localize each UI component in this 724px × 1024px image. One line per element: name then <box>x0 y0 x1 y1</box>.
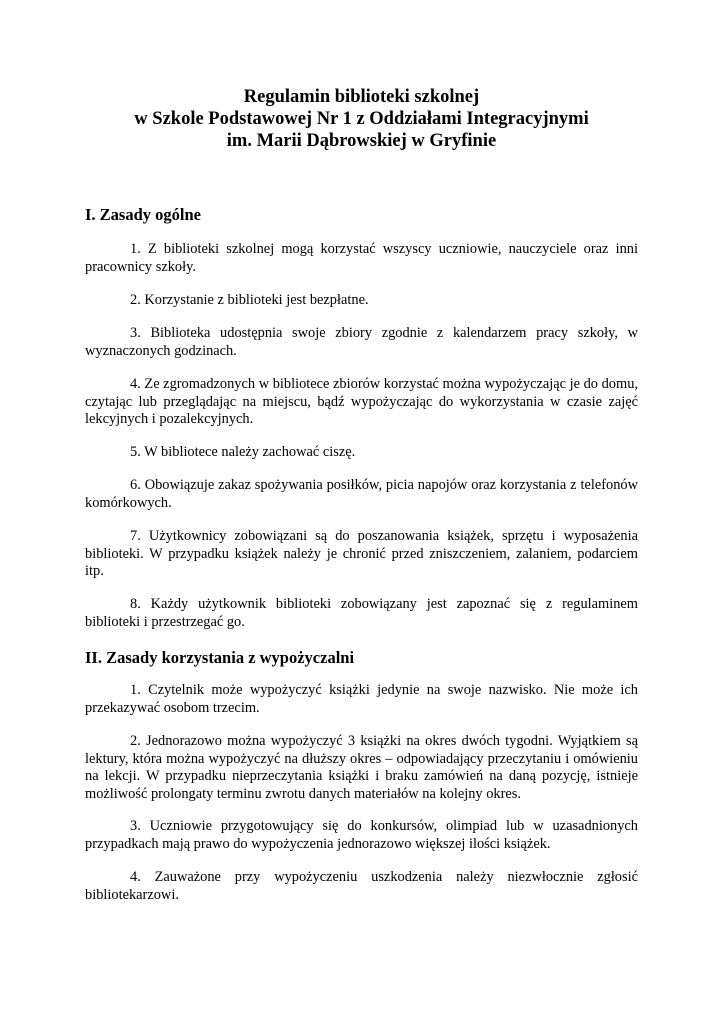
paragraph-1-6: 6. Obowiązuje zakaz spożywania posiłków, picia napojów oraz korzystania z telefonów komórkowych. <box>85 477 638 511</box>
paragraph-2-4: 4. Zauważone przy wypożyczeniu uszkodzenia należy niezwłocznie zgłosić bibliotekarzowi. <box>85 869 638 903</box>
title-line-1: Regulamin biblioteki szkolnej <box>243 87 480 107</box>
paragraph-1-3: 3. Biblioteka udostępnia swoje zbiory zgodnie z kalendarzem pracy szkoły, w wyznaczonych godzinach. <box>85 325 638 359</box>
paragraph-1-5: 5. W bibliotece należy zachować ciszę. <box>130 444 356 460</box>
paragraph-2-3: 3. Uczniowie przygotowujący się do konkursów, olimpiad lub w uzasadnionych przypadkach mają prawo do wypożyczenia jednorazowo większej ilości książek. <box>85 818 638 852</box>
paragraph-1-4: 4. Ze zgromadzonych w bibliotece zbiorów korzystać można wypożyczając je do domu, czytając lub przeglądając na miejscu, bądź wypożyczając do wykorzystania w czasie zajęć lekcyjnych i pozalekcyjnych. <box>85 376 638 428</box>
paragraph-2-1: 1. Czytelnik może wypożyczyć książki jedynie na swoje nazwisko. Nie może ich przekazywać osobom trzecim. <box>85 682 638 716</box>
document-title <box>85 86 638 152</box>
paragraph-1-7: 7. Użytkownicy zobowiązani są do poszanowania książek, sprzętu i wyposażenia biblioteki. W przypadku książek należy je chronić przed zniszczeniem, zalaniem, podarciem itp. <box>85 528 638 580</box>
paragraph-1-1: 1. Z biblioteki szkolnej mogą korzystać wszyscy uczniowie, nauczyciele oraz inni pracownicy szkoły. <box>85 241 638 275</box>
section-heading-2: II. Zasady korzystania z wypożyczalni <box>85 648 355 667</box>
paragraph-2-2: 2. Jednorazowo można wypożyczyć 3 książki na okres dwóch tygodni. Wyjątkiem są lektury, która można wypożyczyć na dłuższy okres – odpowiadający przeczytaniu i omówieniu na lekcji. W przypadku nieprzeczytania książki i braku zamówień na daną pozycję, istnieje możliwość prolongaty terminu zwrotu danych materiałów na kolejny okres. <box>85 733 638 802</box>
section-heading-1: I. Zasady ogólne <box>85 205 201 224</box>
paragraph-1-2: 2. Korzystanie z biblioteki jest bezpłatne. <box>130 292 369 308</box>
paragraph-1-8: 8. Każdy użytkownik biblioteki zobowiązany jest zapoznać się z regulaminem biblioteki i przestrzegać go. <box>85 596 638 630</box>
title-line-3: im. Marii Dąbrowskiej w Gryfinie <box>226 131 497 151</box>
title-line-2: w Szkole Podstawowej Nr 1 z Oddziałami Integracyjnymi <box>134 109 589 129</box>
